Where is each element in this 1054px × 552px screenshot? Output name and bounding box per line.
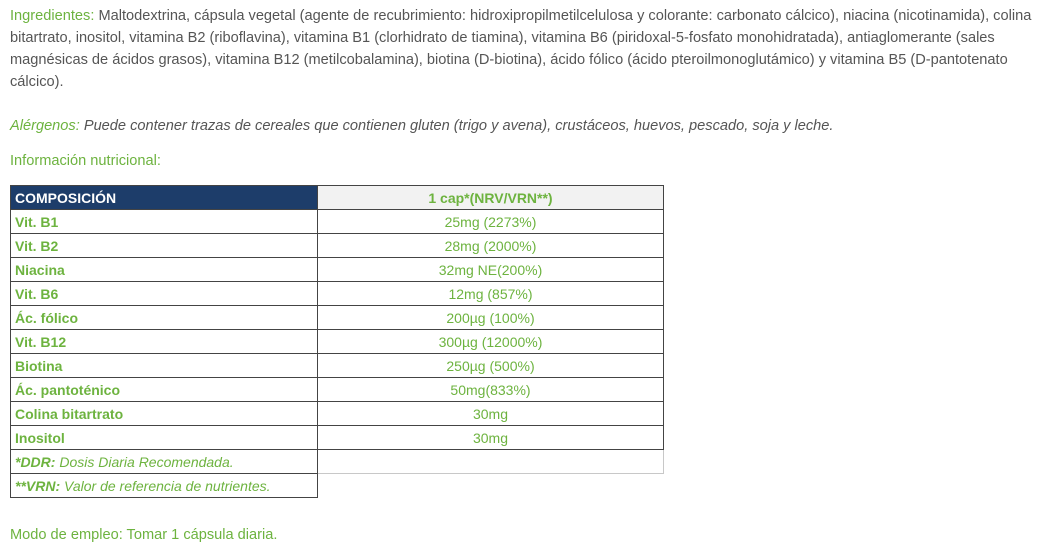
ingredients-paragraph <box>10 5 1050 93</box>
header-composition: COMPOSICIÓN <box>11 186 318 210</box>
table-note-row <box>11 474 664 498</box>
nutrient-value: 32mg NE(200%) <box>318 258 664 282</box>
table-row <box>11 402 664 426</box>
table-row <box>11 426 664 450</box>
nutrient-name: Biotina <box>11 354 318 378</box>
note-ddr-abbr: *DDR: <box>15 453 56 470</box>
table-row <box>11 306 664 330</box>
nutrient-name: Vit. B12 <box>11 330 318 354</box>
header-per-capsule: 1 cap*(NRV/VRN**) <box>318 186 664 210</box>
note-vrn-text: Valor de referencia de nutrientes. <box>60 477 271 494</box>
nutrient-name: Vit. B1 <box>11 210 318 234</box>
ingredients-label: Ingredientes: <box>10 8 95 24</box>
allergens-label: Alérgenos: <box>10 118 80 134</box>
table-row <box>11 210 664 234</box>
usage-instructions: Modo de empleo: Tomar 1 cápsula diaria. <box>10 527 278 543</box>
allergens-paragraph <box>10 115 1050 137</box>
nutrient-name: Vit. B2 <box>11 234 318 258</box>
allergens-text: Puede contener trazas de cereales que contienen gluten (trigo y avena), crustáceos, huevos, pescado, soja y leche. <box>79 118 834 134</box>
nutrient-value: 30mg <box>318 402 664 426</box>
note-vrn <box>11 474 318 498</box>
nutrition-table <box>10 185 664 498</box>
nutrient-value: 300µg (12000%) <box>318 330 664 354</box>
nutrient-value: 28mg (2000%) <box>318 234 664 258</box>
note-ddr-text: Dosis Diaria Recomendada. <box>55 453 234 470</box>
table-row <box>11 354 664 378</box>
nutrient-name: Vit. B6 <box>11 282 318 306</box>
nutrient-name: Colina bitartrato <box>11 402 318 426</box>
table-note-row <box>11 450 664 474</box>
table-row <box>11 378 664 402</box>
table-row <box>11 258 664 282</box>
nutrient-name: Inositol <box>11 426 318 450</box>
nutrient-value: 50mg(833%) <box>318 378 664 402</box>
nutrient-value: 25mg (2273%) <box>318 210 664 234</box>
empty-cell <box>318 474 664 498</box>
table-row <box>11 282 664 306</box>
nutrition-title: Información nutricional: <box>10 153 161 169</box>
nutrient-value: 200µg (100%) <box>318 306 664 330</box>
ingredients-text: Maltodextrina, cápsula vegetal (agente de recubrimiento: hidroxipropilmetilcelulosa y colorante: carbonato cálcico), niacina (nicotinamida), colina bitartrato, inositol, vitamina B2 (riboflavina), vitamina B1 (clorhidrato de tiamina), vitamina B6 (piridoxal-5-fosfato monohidratada), antiaglomerante (sales magnésicas de ácidos grasos), vitamina B12 (metilcobalamina), biotina (D-biotina), ácido fólico (ácido pteroilmonoglutámico) y vitamina B5 (D-pantotenato cálcico). <box>10 8 1032 90</box>
note-ddr <box>11 450 318 474</box>
table-row <box>11 234 664 258</box>
nutrient-name: Ác. pantoténico <box>11 378 318 402</box>
empty-cell <box>318 450 664 474</box>
note-vrn-abbr: **VRN: <box>15 477 61 494</box>
nutrient-value: 30mg <box>318 426 664 450</box>
nutrient-name: Niacina <box>11 258 318 282</box>
nutrient-value: 12mg (857%) <box>318 282 664 306</box>
table-row <box>11 330 664 354</box>
nutrient-name: Ác. fólico <box>11 306 318 330</box>
table-header-row <box>11 186 664 210</box>
nutrient-value: 250µg (500%) <box>318 354 664 378</box>
